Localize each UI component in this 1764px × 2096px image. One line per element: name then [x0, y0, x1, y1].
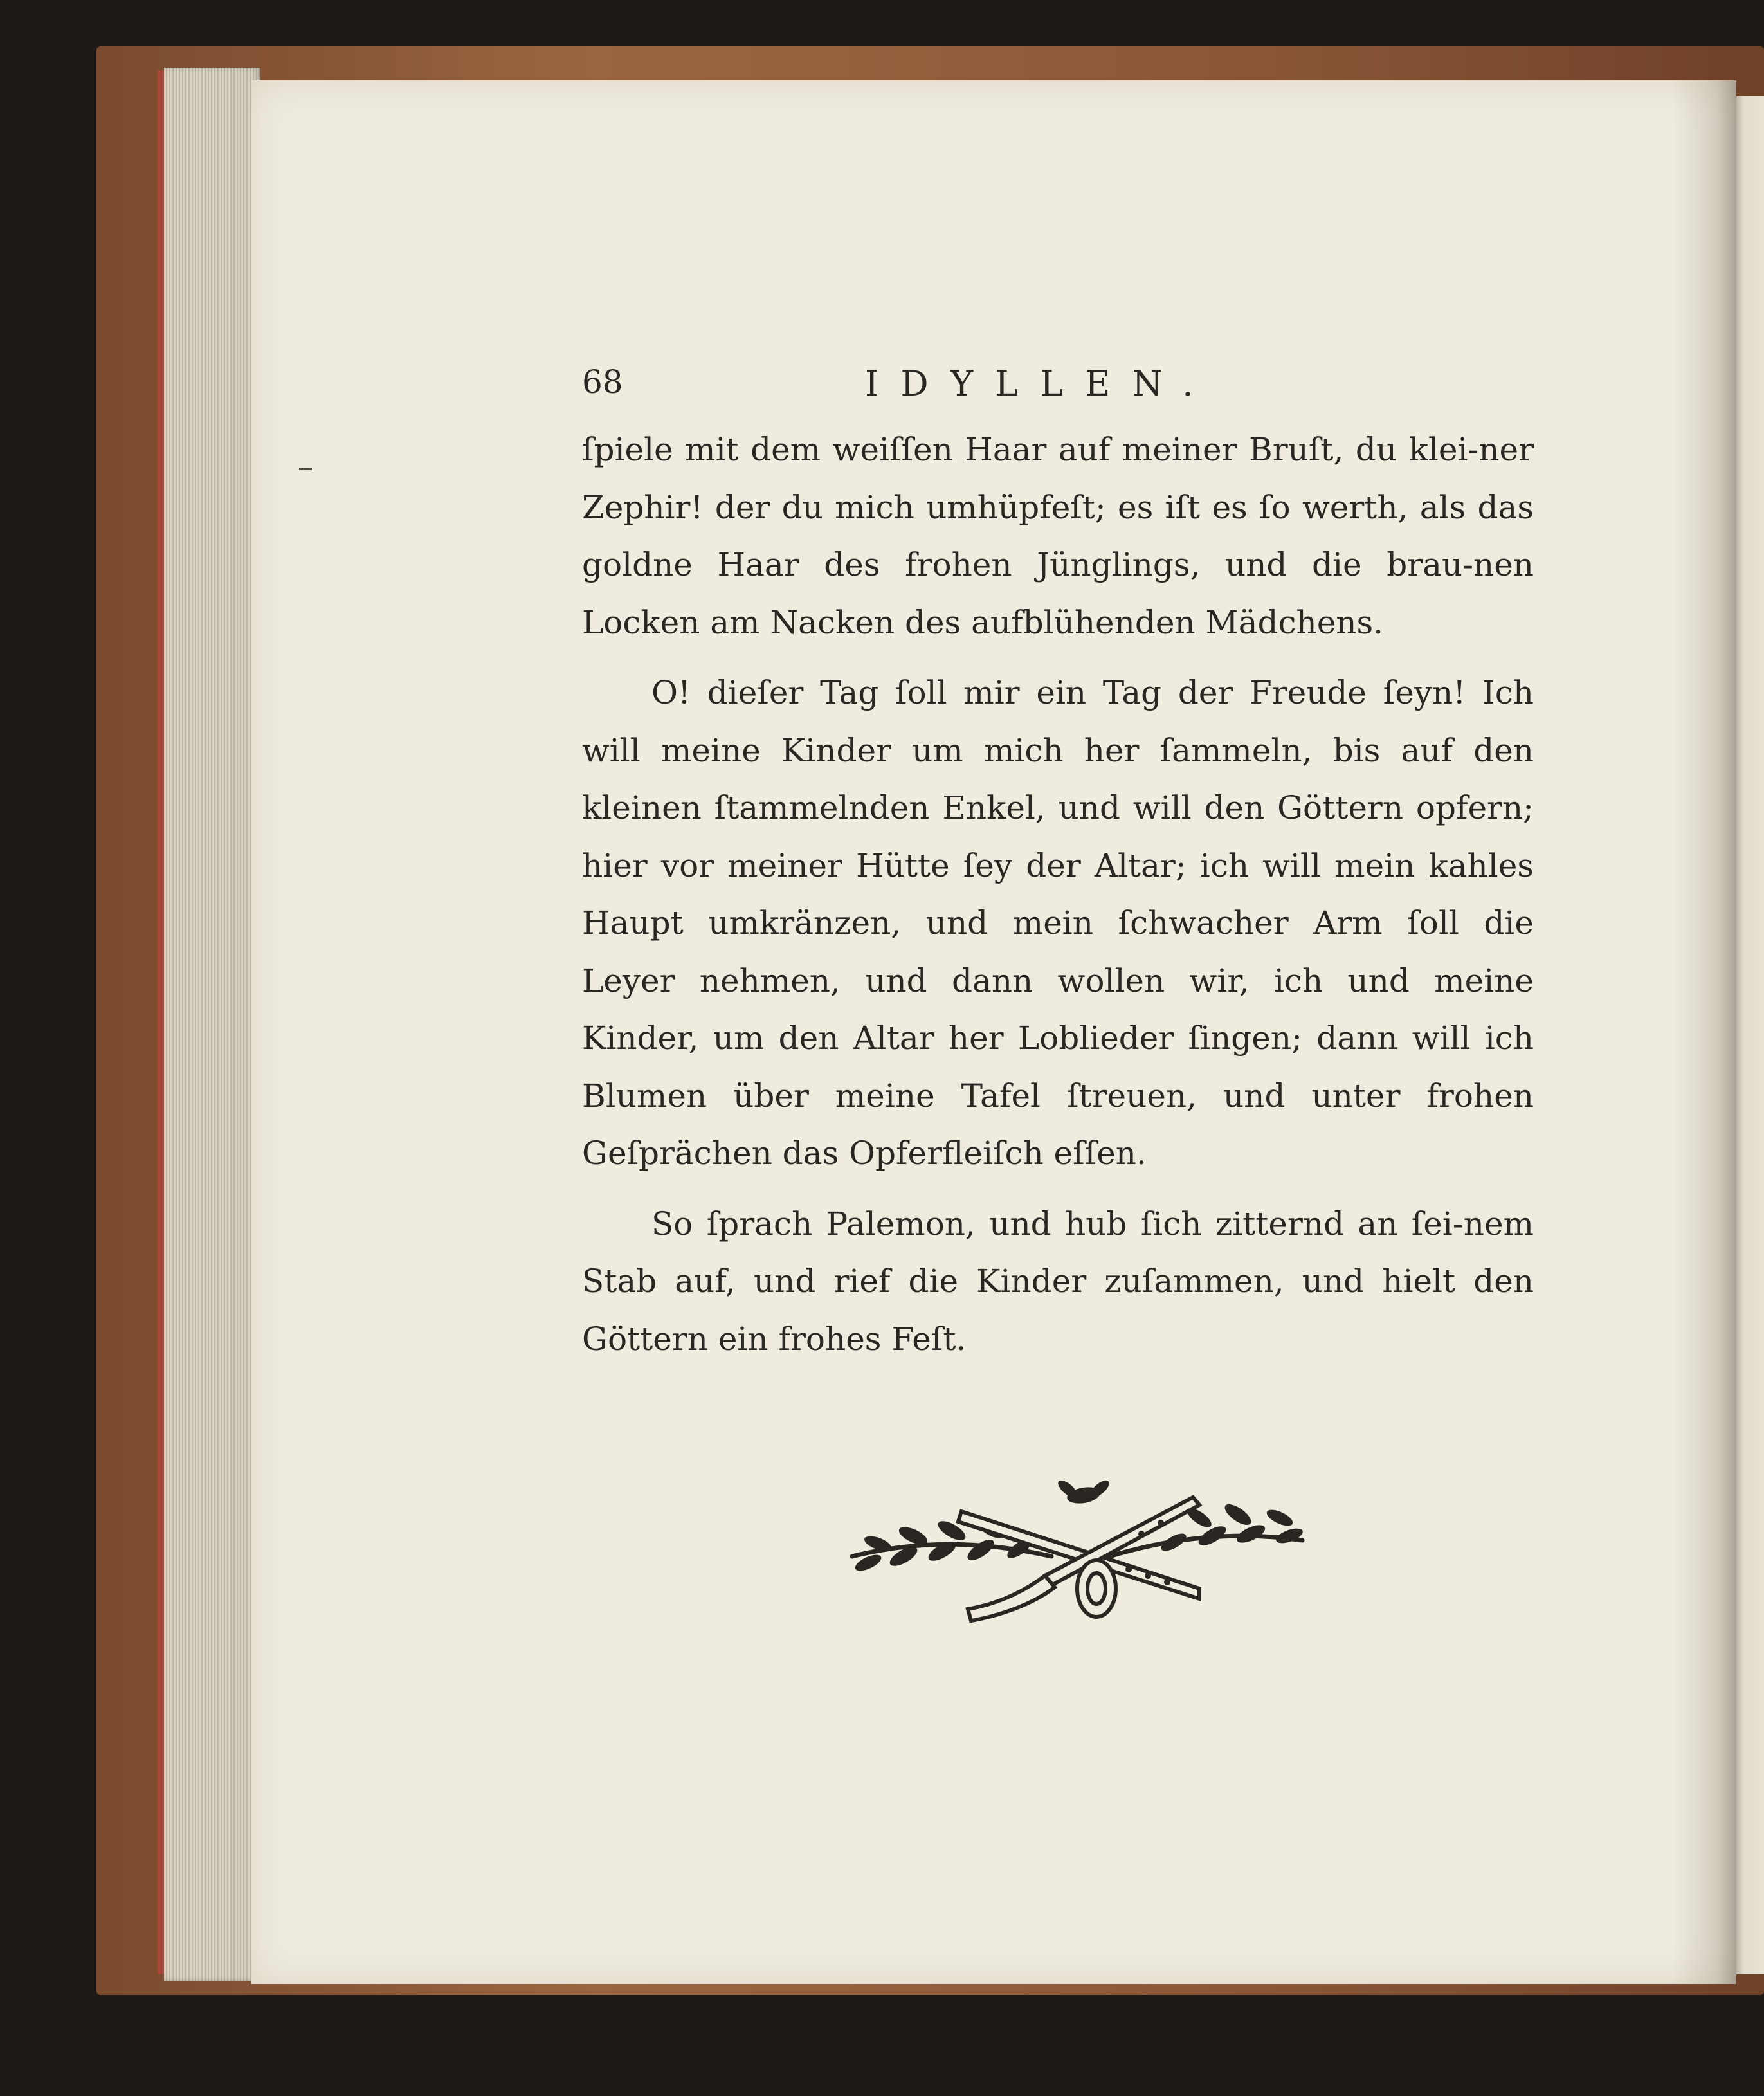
margin-mark [299, 468, 312, 470]
page-gutter-shadow [1672, 80, 1736, 1984]
header-title: IDYLLEN. [865, 363, 1215, 404]
page-block-edges [164, 68, 260, 1981]
paragraph-1: ſpiele mit dem weiſſen Haar auf meiner Bruſt, du klei-ner Zephir! der du mich umhüpfeſt; es iſt es ſo werth, als das goldne Haar des frohen Jünglings, und die brau-nen Locken am Nacken des aufblühenden Mädchens. [582, 431, 1534, 641]
paragraph-3: So ſprach Palemon, und hub ſich zitternd an ſei-nem Stab auf, und rief die Kinder zuſammen, und hielt den Göttern ein frohes Feſt. [582, 1205, 1534, 1358]
running-head [582, 363, 1534, 421]
page-number: 68 [582, 363, 623, 401]
text-block [582, 363, 1534, 1368]
paragraph-2: O! dieſer Tag ſoll mir ein Tag der Freude ſeyn! Ich will meine Kinder um mich her ſammeln, bis auf den kleinen ſtammelnden Enkel, und will den Göttern opfern; hier vor meiner Hütte ſey der Altar; ich will mein kahles Haupt umkränzen, und mein ſchwacher Arm ſoll die Leyer nehmen, und dann wollen wir, ich und meine Kinder, um den Altar her Loblieder ſingen; dann will ich Blumen über meine Tafel ſtreuen, und unter frohen Geſprächen das Opferfleiſch eſſen. [582, 674, 1534, 1172]
crossed-flute-and-horn-with-laurel-ornament-icon [839, 1466, 1315, 1634]
